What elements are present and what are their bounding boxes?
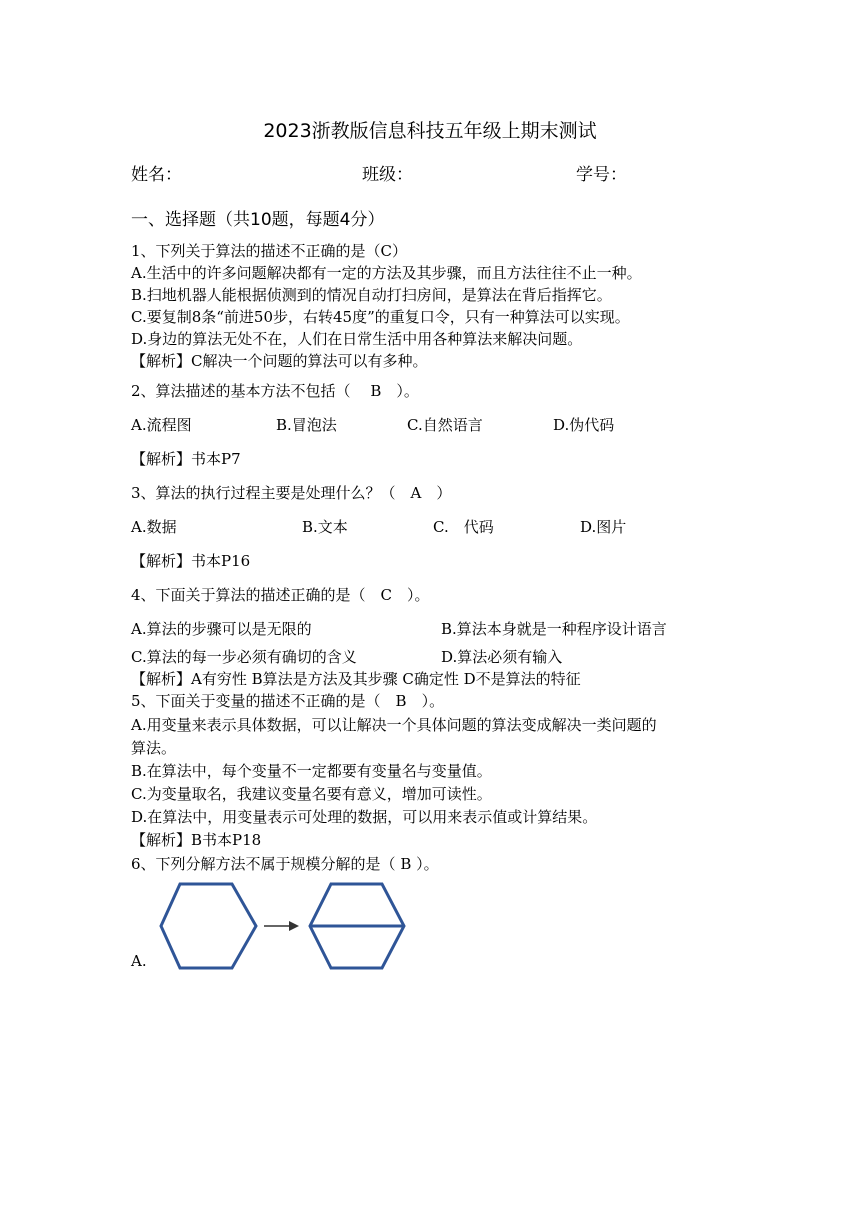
question-3-option-b: B.文本 [302,518,348,536]
question-1-option-d: D.身边的算法无处不在，人们在日常生活中用各种算法来解决问题。 [131,330,583,348]
question-1-stem: 1、下列关于算法的描述不正确的是（C） [131,242,408,260]
question-2-analysis: 【解析】书本P7 [131,450,241,468]
question-1-option-b: B.扫地机器人能根据侦测到的情况自动打扫房间，是算法在背后指挥它。 [131,286,612,304]
question-5-option-b: B.在算法中，每个变量不一定都要有变量名与变量值。 [131,762,492,780]
question-2-option-c: C.自然语言 [407,416,483,434]
question-4-stem: 4、下面关于算法的描述正确的是（ C ）。 [131,586,430,604]
question-5-stem: 5、下面关于变量的描述不正确的是（ B ）。 [131,692,445,710]
question-4-option-a: A.算法的步骤可以是无限的 [131,620,312,638]
question-4-option-b: B.算法本身就是一种程序设计语言 [441,620,667,638]
question-1-analysis: 【解析】C解决一个问题的算法可以有多种。 [131,352,428,370]
arrow-right-icon [289,921,299,931]
question-1-option-a: A.生活中的许多问题解决都有一定的方法及其步骤，而且方法往往不止一种。 [131,264,642,282]
name-label: 姓名： [131,165,182,185]
question-4-option-c: C.算法的每一步必须有确切的含义 [131,648,357,666]
hexagon-shape [161,884,256,968]
question-2-option-b: B.冒泡法 [276,416,337,434]
class-label: 班级： [362,165,413,185]
question-2-option-d: D.伪代码 [553,416,615,434]
section-heading: 一、选择题（共10题，每题4分） [131,210,385,230]
question-3-option-a: A.数据 [131,518,177,536]
question-5-option-a-line2: 算法。 [131,739,177,757]
question-3-stem: 3、算法的执行过程主要是处理什么？（ A ） [131,484,452,502]
question-5-option-c: C.为变量取名，我建议变量名要有意义，增加可读性。 [131,785,492,803]
question-6-option-a-label: A. [131,952,147,970]
question-3-option-c: C. 代码 [433,518,494,536]
student-id-label: 学号： [576,165,627,185]
question-5-option-a-line1: A.用变量来表示具体数据，可以让解决一个具体问题的算法变成解决一类问题的 [131,716,657,734]
question-4-analysis: 【解析】A有穷性 B算法是方法及其步骤 C确定性 D不是算法的特征 [131,670,581,688]
exam-title: 2023浙教版信息科技五年级上期末测试 [263,120,597,142]
question-1-option-c: C.要复制8条“前进50步，右转45度”的重复口令，只有一种算法可以实现。 [131,308,630,326]
question-3-option-d: D.图片 [580,518,627,536]
question-5-option-d: D.在算法中，用变量表示可处理的数据，可以用来表示值或计算结果。 [131,808,598,826]
question-4-option-d: D.算法必须有输入 [441,648,563,666]
question-5-analysis: 【解析】B书本P18 [131,831,262,849]
hexagon-split-figure [155,880,415,975]
question-6-stem: 6、下列分解方法不属于规模分解的是（ B ）。 [131,855,439,873]
question-2-stem: 2、算法描述的基本方法不包括（ B ）。 [131,382,419,400]
question-2-option-a: A.流程图 [131,416,192,434]
question-3-analysis: 【解析】书本P16 [131,552,251,570]
